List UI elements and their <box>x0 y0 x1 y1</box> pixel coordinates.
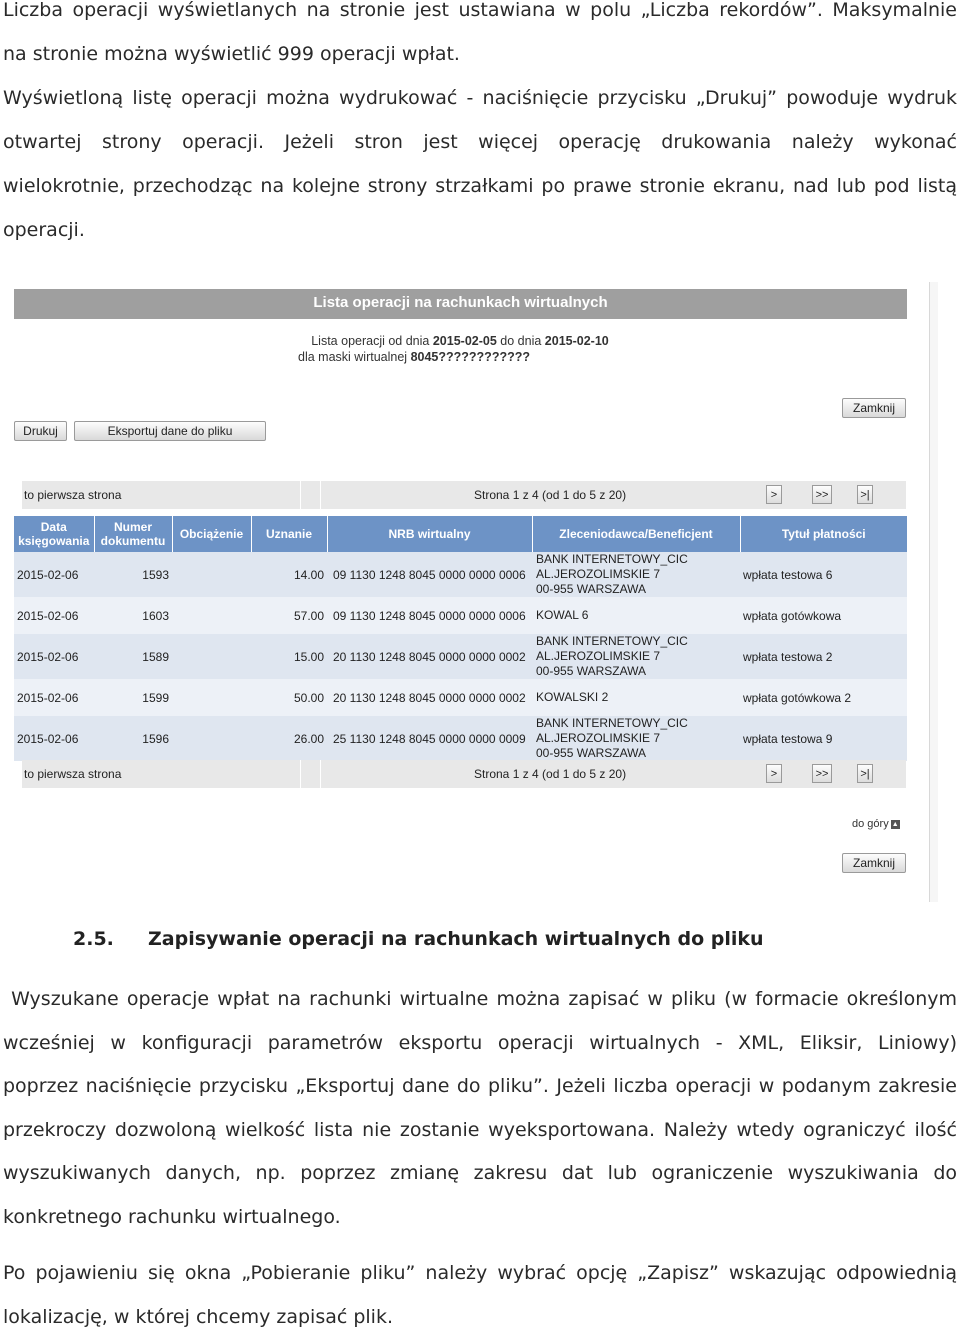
party-line: BANK INTERNETOWY_CIC <box>536 552 688 566</box>
export-line: wyszukiwanych danych, np. poprzez zmianę zakresu dat lub ograniczenie wyszukiwania do <box>3 1162 957 1185</box>
party-line: 00-955 WARSZAWA <box>536 582 647 596</box>
party-line: 00-955 WARSZAWA <box>536 664 647 678</box>
section-title: Zapisywanie operacji na rachunkach wirtualnych do pliku <box>148 928 764 950</box>
party-line: AL.JEROZOLIMSKIE 7 <box>536 649 661 663</box>
section-heading <box>73 928 764 950</box>
intro-line: Wyświetloną listę operacji można wydrukować - naciśnięcie przycisku „Drukuj” powoduje wydruk <box>3 87 957 109</box>
cell-credit: 26.00 <box>251 716 327 761</box>
cell-party <box>532 716 740 761</box>
save-paragraph <box>3 1252 957 1339</box>
save-line: lokalizację, w której chcemy zapisać plik. <box>3 1305 394 1328</box>
intro-line: Liczba operacji wyświetlanych na stronie jest ustawiana w polu „Liczba rekordów”. Maksymalnie <box>3 0 957 21</box>
print-button[interactable]: Drukuj <box>14 421 67 441</box>
cell-nrb: 20 1130 1248 8045 0000 0000 0002 <box>327 679 532 716</box>
cell-debit <box>172 552 251 597</box>
first-page-label: to pierwsza strona <box>24 488 122 502</box>
intro-line: otwartej strony operacji. Jeżeli stron jest więcej operację drukowania należy wykonać <box>3 131 957 153</box>
date-to: 2015-02-10 <box>544 334 609 348</box>
party-line: KOWAL 6 <box>536 608 589 622</box>
page-info: Strona 1 z 4 (od 1 do 5 z 20) <box>474 767 627 781</box>
party-line: AL.JEROZOLIMSKIE 7 <box>536 731 661 745</box>
cell-credit: 15.00 <box>251 634 327 679</box>
table-row[interactable] <box>14 597 907 634</box>
close-button[interactable]: Zamknij <box>842 398 906 418</box>
pagination-bottom <box>22 760 906 788</box>
cell-date: 2015-02-06 <box>14 597 94 634</box>
scrollbar[interactable] <box>929 282 938 902</box>
intro-line: operacji. <box>3 219 85 241</box>
cell-doc: 1603 <box>94 597 172 634</box>
intro-paragraph <box>3 0 957 252</box>
intro-line: na stronie można wyświetlić 999 operacji wpłat. <box>3 43 460 65</box>
table-row[interactable] <box>14 634 907 679</box>
cell-title: wpłata gotówkowa <box>740 597 907 634</box>
close-button-bottom[interactable]: Zamknij <box>842 853 906 873</box>
party-line: BANK INTERNETOWY_CIC <box>536 634 688 648</box>
mask-value: 8045???????????? <box>410 350 530 364</box>
cell-title: wpłata gotówkowa 2 <box>740 679 907 716</box>
last-page-button[interactable]: >| <box>857 485 873 504</box>
intro-line: wielokrotnie, przechodząc na kolejne strony strzałkami po prawe stronie ekranu, nad lub pod listą <box>3 175 957 197</box>
cell-credit: 57.00 <box>251 597 327 634</box>
export-line: konkretnego rachunku wirtualnego. <box>3 1205 341 1228</box>
section-number: 2.5. <box>73 928 114 950</box>
range-mid: do dnia <box>500 334 542 348</box>
cell-date: 2015-02-06 <box>14 634 94 679</box>
go-top-link[interactable] <box>852 818 900 830</box>
col-nrb[interactable]: NRB wirtualny <box>327 516 532 552</box>
cell-nrb: 20 1130 1248 8045 0000 0000 0002 <box>327 634 532 679</box>
col-doc-number[interactable]: Numer dokumentu <box>94 516 172 552</box>
operations-table <box>14 516 907 761</box>
cell-title: wpłata testowa 6 <box>740 552 907 597</box>
date-from: 2015-02-05 <box>432 334 497 348</box>
save-line: Po pojawieniu się okna „Pobieranie pliku” należy wybrać opcję „Zapisz” wskazując odpowiednią <box>3 1262 957 1284</box>
screen-header-title: Lista operacji na rachunkach wirtualnych <box>14 289 907 319</box>
skip-forward-button[interactable]: >> <box>812 764 832 783</box>
cell-debit <box>172 679 251 716</box>
cell-party <box>532 634 740 679</box>
cell-debit <box>172 634 251 679</box>
cell-doc: 1596 <box>94 716 172 761</box>
mask-prefix: dla maski wirtualnej <box>298 350 408 364</box>
range-info <box>0 333 920 365</box>
cell-title: wpłata testowa 9 <box>740 716 907 761</box>
cell-date: 2015-02-06 <box>14 679 94 716</box>
cell-date: 2015-02-06 <box>14 552 94 597</box>
go-top-label: do góry <box>852 818 889 830</box>
table-row[interactable] <box>14 679 907 716</box>
triangle-up-icon: ▲ <box>891 820 899 828</box>
cell-party <box>532 597 740 634</box>
col-credit[interactable]: Uznanie <box>251 516 327 552</box>
cell-doc: 1589 <box>94 634 172 679</box>
cell-title: wpłata testowa 2 <box>740 634 907 679</box>
party-line: KOWALSKI 2 <box>536 690 609 704</box>
cell-doc: 1593 <box>94 552 172 597</box>
cell-nrb: 09 1130 1248 8045 0000 0000 0006 <box>327 597 532 634</box>
cell-credit: 50.00 <box>251 679 327 716</box>
next-page-button[interactable]: > <box>766 764 782 783</box>
cell-date: 2015-02-06 <box>14 716 94 761</box>
next-page-button[interactable]: > <box>766 485 782 504</box>
export-button[interactable]: Eksportuj dane do pliku <box>74 421 266 441</box>
page-info: Strona 1 z 4 (od 1 do 5 z 20) <box>474 488 627 502</box>
last-page-button[interactable]: >| <box>857 764 873 783</box>
col-title[interactable]: Tytuł płatności <box>740 516 907 552</box>
cell-credit: 14.00 <box>251 552 327 597</box>
col-party[interactable]: Zleceniodawca/Beneficjent <box>532 516 740 552</box>
cell-debit <box>172 597 251 634</box>
table-header-row <box>14 516 907 552</box>
export-line: poprzez naciśnięcie przycisku „Eksportuj dane do pliku”. Jeżeli liczba operacji w podanym zakresie <box>3 1075 957 1098</box>
export-line: przekroczy dozwoloną wielkość lista nie zostanie wyeksportowana. Należy wtedy ograniczyć ilość <box>3 1118 957 1141</box>
col-date[interactable]: Data księgowania <box>14 516 94 552</box>
cell-party <box>532 679 740 716</box>
skip-forward-button[interactable]: >> <box>812 485 832 504</box>
first-page-label: to pierwsza strona <box>24 767 122 781</box>
party-line: AL.JEROZOLIMSKIE 7 <box>536 567 661 581</box>
export-line: wcześniej w konfiguracji parametrów eksportu operacji wirtualnych - XML, Eliksir, Liniowy) <box>3 1031 957 1054</box>
table-row[interactable] <box>14 552 907 597</box>
cell-nrb: 25 1130 1248 8045 0000 0000 0009 <box>327 716 532 761</box>
party-line: 00-955 WARSZAWA <box>536 746 647 760</box>
table-row[interactable] <box>14 716 907 761</box>
cell-debit <box>172 716 251 761</box>
cell-party <box>532 552 740 597</box>
export-line: Wyszukane operacje wpłat na rachunki wirtualne można zapisać w pliku (w formacie określonym <box>3 988 957 1010</box>
cell-doc: 1599 <box>94 679 172 716</box>
party-line: BANK INTERNETOWY_CIC <box>536 716 688 730</box>
export-paragraph <box>3 978 957 1240</box>
cell-nrb: 09 1130 1248 8045 0000 0000 0006 <box>327 552 532 597</box>
col-debit[interactable]: Obciążenie <box>172 516 251 552</box>
pagination-top <box>22 481 906 509</box>
range-prefix: Lista operacji od dnia <box>311 334 430 348</box>
